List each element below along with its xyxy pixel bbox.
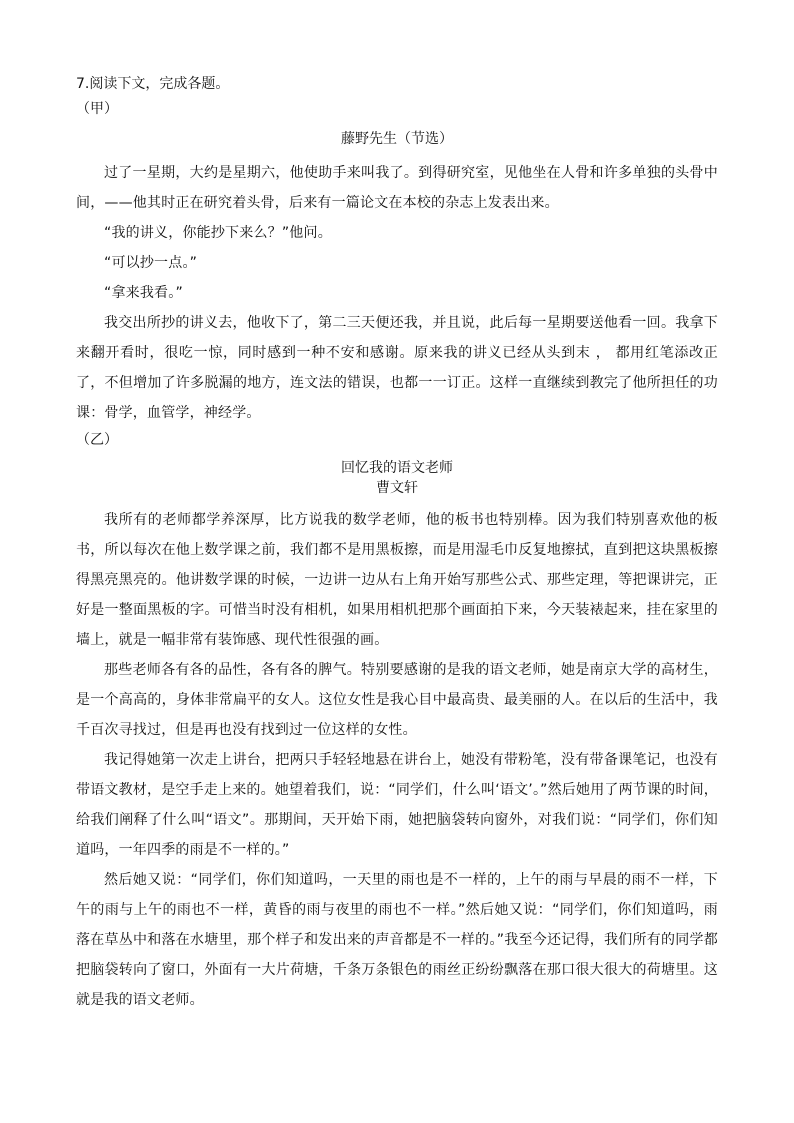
section-b-title: 回忆我的语文老师 xyxy=(341,460,453,476)
section-a-body xyxy=(76,158,718,428)
document-page xyxy=(76,74,718,1015)
section-a-paragraph-1: 过了一星期，大约是星期六，他使助手来叫我了。到得研究室，见他坐在人骨和许多单独的头骨中间，——他其时正在研究着头骨，后来有一篇论文在本校的杂志上发表出来。 xyxy=(76,165,718,211)
section-b-author: 曹文轩 xyxy=(376,480,418,496)
section-a-dialog-3: “拿来我看。” xyxy=(104,285,183,301)
section-a-label: （甲） xyxy=(76,101,118,117)
section-b-paragraph-3: 我记得她第一次走上讲台，把两只手轻轻地悬在讲台上，她没有带粉笔，没有带备课笔记，也没有带语文教材，是空手走上来的。她望着我们，说：“同学们，什么叫‘语文’。”然后她用了两节课的时间，给我们阐释了什么叫“语文”。那期间，天开始下雨，她把脑袋转向窗外，对我们说：“同学们，你们知道吗，一年四季的雨是不一样的。” xyxy=(76,752,719,858)
section-a-dialog-1: “我的讲义，你能抄下来么？”他问。 xyxy=(104,225,332,241)
section-b-paragraph-4: 然后她又说：“同学们，你们知道吗，一天里的雨也是不一样的，上午的雨与早晨的雨不一样，下午的雨与上午的雨也不一样，黄昏的雨与夜里的雨也不一样。”然后她又说：“同学们，你们知道吗，雨落在草丛中和落在水塘里，那个样子和发出来的声音都是不一样的。”我至今还记得，我们所有的同学都把脑袋转向了窗口，外面有一大片荷塘，千条万条银色的雨丝正纷纷飘落在那口很大很大的荷塘里。这就是我的语文老师。 xyxy=(76,872,718,1008)
section-a-title: 藤野先生（节选） xyxy=(341,131,453,147)
section-b-paragraph-2: 那些老师各有各的品性，各有各的脾气。特别要感谢的是我的语文老师，她是南京大学的高材生，是一个高高的，身体非常扁平的女人。这位女性是我心目中最高贵、最美丽的人。在以后的生活中，我千百次寻找过，但是再也没有找到过一位这样的女性。 xyxy=(76,662,718,738)
section-b-paragraph-1: 我所有的老师都学养深厚，比方说我的数学老师，他的板书也特别棒。因为我们特别喜欢他的板书，所以每次在他上数学课之前，我们都不是用黑板擦，而是用湿毛巾反复地擦拭，直到把这块黑板擦得黑亮黑亮的。他讲数学课的时候，一边讲一边从右上角开始写那些公式、那些定理，等把课讲完，正好是一整面黑板的字。可惜当时没有相机，如果用相机把那个画面拍下来，今天装裱起来，挂在家里的墙上，就是一幅非常有装饰感、现代性很强的画。 xyxy=(76,512,718,648)
section-a-dialog-2: “可以抄一点。” xyxy=(104,255,198,271)
section-a-paragraph-5: 我交出所抄的讲义去，他收下了，第二三天便还我，并且说，此后每一星期要送他看一回。我拿下来翻开看时，很吃一惊，同时感到一种不安和感谢。原来我的讲义已经从头到末 ， 都用红笔添改正了，不但增加了许多脱漏的地方，连文法的错误，也都一一订正。这样一直继续到教完了他所担任的功课：骨学，血管学，神经学。 xyxy=(76,315,718,421)
question-prompt: 7.阅读下文，完成各题。 xyxy=(76,76,230,92)
section-b-label: （乙） xyxy=(76,432,118,448)
section-b-body xyxy=(76,505,718,1015)
